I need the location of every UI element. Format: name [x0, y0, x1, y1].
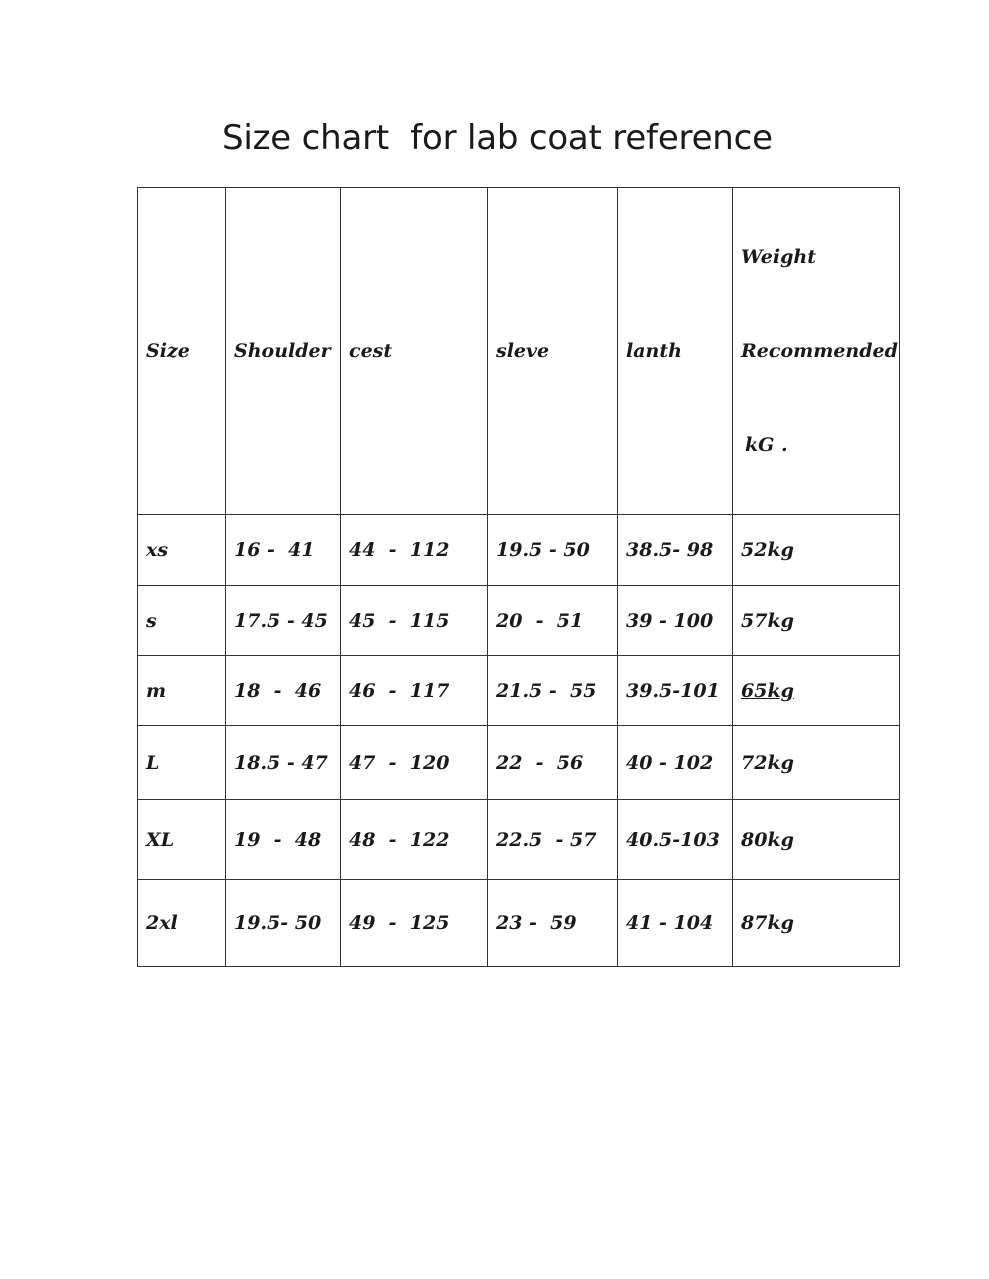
cell-weight: 87kg [733, 880, 900, 967]
cell-weight-text: 65kg [741, 679, 794, 702]
cell-cest: 46 - 117 [341, 656, 488, 726]
cell-size: XL [138, 800, 226, 880]
table-row [138, 515, 900, 586]
cell-size: 2xl [138, 880, 226, 967]
cell-lanth: 38.5- 98 [618, 515, 733, 586]
cell-sleve: 22 - 56 [488, 726, 618, 800]
cell-sleve: 22.5 - 57 [488, 800, 618, 880]
cell-size: s [138, 586, 226, 656]
cell-size: L [138, 726, 226, 800]
header-size: Size [138, 188, 226, 515]
table-row [138, 586, 900, 656]
cell-shoulder: 16 - 41 [226, 515, 341, 586]
header-shoulder: Shoulder [226, 188, 341, 515]
cell-sleve: 19.5 - 50 [488, 515, 618, 586]
page-title: Size chart for lab coat reference [222, 118, 773, 158]
header-weight [733, 188, 900, 515]
header-lanth: lanth [618, 188, 733, 515]
cell-size: xs [138, 515, 226, 586]
cell-lanth: 40.5-103 [618, 800, 733, 880]
table-row [138, 800, 900, 880]
cell-weight: 52kg [733, 515, 900, 586]
header-cest: cest [341, 188, 488, 515]
cell-cest: 44 - 112 [341, 515, 488, 586]
cell-sleve: 21.5 - 55 [488, 656, 618, 726]
cell-lanth: 39 - 100 [618, 586, 733, 656]
header-weight-line3: kG . [745, 434, 788, 456]
cell-sleve: 20 - 51 [488, 586, 618, 656]
table-row [138, 726, 900, 800]
cell-lanth: 40 - 102 [618, 726, 733, 800]
cell-shoulder: 18.5 - 47 [226, 726, 341, 800]
cell-cest: 45 - 115 [341, 586, 488, 656]
cell-weight: 80kg [733, 800, 900, 880]
cell-size: m [138, 656, 226, 726]
cell-cest: 49 - 125 [341, 880, 488, 967]
size-chart-table [137, 187, 900, 967]
cell-shoulder: 17.5 - 45 [226, 586, 341, 656]
cell-lanth: 39.5-101 [618, 656, 733, 726]
header-sleve: sleve [488, 188, 618, 515]
cell-weight: 57kg [733, 586, 900, 656]
header-weight-line1: Weight [741, 246, 816, 268]
cell-cest: 47 - 120 [341, 726, 488, 800]
cell-sleve: 23 - 59 [488, 880, 618, 967]
cell-weight: 72kg [733, 726, 900, 800]
cell-cest: 48 - 122 [341, 800, 488, 880]
table-row [138, 656, 900, 726]
cell-shoulder: 19 - 48 [226, 800, 341, 880]
table-header-row [138, 188, 900, 515]
cell-shoulder: 19.5- 50 [226, 880, 341, 967]
cell-shoulder: 18 - 46 [226, 656, 341, 726]
header-weight-line2: Recommended [741, 340, 898, 362]
cell-lanth: 41 - 104 [618, 880, 733, 967]
cell-weight [733, 656, 900, 726]
table-row [138, 880, 900, 967]
